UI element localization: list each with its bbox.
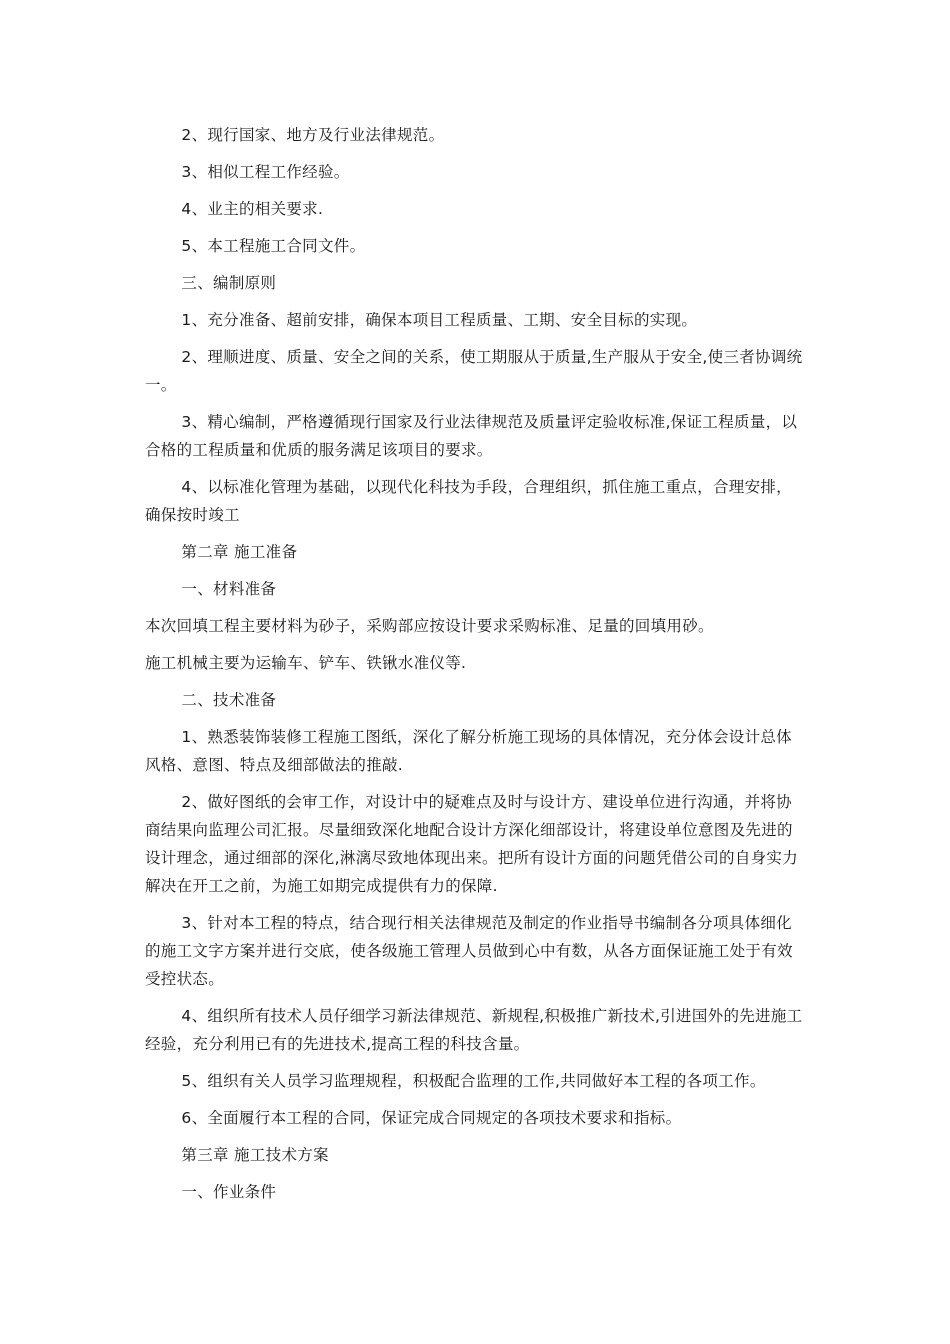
paragraph-principle-2: 2、理顺进度、质量、安全之间的关系，使工期服从于质量,生产服从于安全,使三者协调统一。 bbox=[145, 348, 803, 394]
section-heading-technical: 二、技术准备 bbox=[181, 691, 277, 709]
paragraph-principle-3: 3、精心编制，严格遵循现行国家及行业法律规范及质量评定验收标准,保证工程质量，以合格的工程质量和优质的服务满足该项目的要求。 bbox=[145, 413, 798, 459]
paragraph-technical-5: 5、组织有关人员学习监理规程，积极配合监理的工作,共同做好本工程的各项工作。 bbox=[181, 1072, 766, 1090]
paragraph-materials-1: 本次回填工程主要材料为砂子，采购部应按设计要求采购标准、足量的回填用砂。 bbox=[145, 617, 714, 635]
chapter-heading-3: 第三章 施工技术方案 bbox=[181, 1146, 329, 1164]
paragraph-materials-2: 施工机械主要为运输车、铲车、铁锹水准仪等. bbox=[145, 654, 467, 672]
section-heading-principles: 三、编制原则 bbox=[181, 274, 277, 292]
paragraph-basis-2: 2、现行国家、地方及行业法律规范。 bbox=[181, 126, 445, 144]
chapter-heading-2: 第二章 施工准备 bbox=[181, 543, 298, 561]
paragraph-technical-4: 4、组织所有技术人员仔细学习新法律规范、新规程,积极推广新技术,引进国外的先进施工经验，充分利用已有的先进技术,提高工程的科技含量。 bbox=[145, 1007, 803, 1053]
paragraph-principle-4: 4、以标准化管理为基础，以现代化科技为手段，合理组织，抓住施工重点，合理安排，确保按时竣工 bbox=[145, 478, 792, 524]
paragraph-principle-1: 1、充分准备、超前安排，确保本项目工程质量、工期、安全目标的实现。 bbox=[181, 311, 698, 329]
paragraph-technical-1: 1、熟悉装饰装修工程施工图纸，深化了解分析施工现场的具体情况，充分体会设计总体风格、意图、特点及细部做法的推敲. bbox=[145, 728, 792, 774]
paragraph-technical-6: 6、全面履行本工程的合同，保证完成合同规定的各项技术要求和指标。 bbox=[181, 1109, 682, 1127]
paragraph-basis-5: 5、本工程施工合同文件。 bbox=[181, 237, 366, 255]
section-heading-materials: 一、材料准备 bbox=[181, 580, 277, 598]
paragraph-basis-3: 3、相似工程工作经验。 bbox=[181, 163, 350, 181]
document-body bbox=[145, 121, 807, 1215]
paragraph-basis-4: 4、业主的相关要求. bbox=[181, 200, 324, 218]
section-heading-conditions: 一、作业条件 bbox=[181, 1183, 277, 1201]
paragraph-technical-2: 2、做好图纸的会审工作，对设计中的疑难点及时与设计方、建设单位进行沟通，并将协商结果向监理公司汇报。尽量细致深化地配合设计方深化细部设计，将建设单位意图及先进的设计理念，通过细部的深化,淋漓尽致地体现出来。把所有设计方面的问题凭借公司的自身实力解决在开工之前，为施工如期完成提供有力的保障. bbox=[145, 793, 799, 895]
paragraph-technical-3: 3、针对本工程的特点，结合现行相关法律规范及制定的作业指导书编制各分项具体细化的施工文字方案并进行交底，使各级施工管理人员做到心中有数，从各方面保证施工处于有效受控状态。 bbox=[145, 914, 793, 988]
